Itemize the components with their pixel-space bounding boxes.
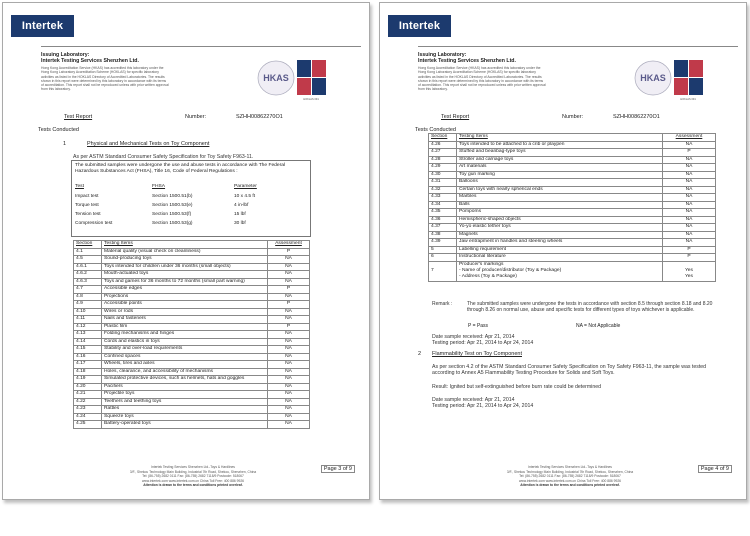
date-info [432, 334, 682, 347]
page-footer [440, 465, 700, 488]
assessment-cell: NA [663, 194, 716, 202]
section-cell: 4.9 [74, 301, 102, 309]
statement-line: of accreditation. This report shall not be reproduced unless with prior written approval [418, 82, 546, 87]
statement-line: Hong Kong Laboratory Accreditation Scheme (HOKLAS) for specific laboratory [418, 70, 536, 75]
issuing-lab-label: Issuing Laboratory: [418, 52, 467, 58]
section-cell: 4.29 [429, 164, 457, 172]
table-row [74, 271, 310, 279]
section-cell: 4.38 [429, 231, 457, 239]
intertek-logo: Intertek [11, 15, 74, 37]
section-cell: 4.20 [74, 383, 102, 391]
table-header-row [429, 134, 716, 142]
svg-text:HKAS: HKAS [263, 73, 289, 83]
item-line: Producer's markings [459, 261, 504, 267]
item-cell: Material quality (visual check on cleanliness) [102, 248, 268, 256]
table-row [429, 224, 716, 232]
assessment-line: Yes [685, 267, 693, 273]
assessment-cell: NA [268, 406, 310, 414]
item-cell: Cords and elastics in toys [102, 338, 268, 346]
item-cell: Toys and games for 36 months to 72 months (small part warning) [102, 278, 268, 286]
item-cell: Squeeze toys [102, 413, 268, 421]
table-row [429, 164, 716, 172]
hoklas-number: HOKLAS 091 [680, 98, 696, 101]
section-cell: 4.23 [74, 406, 102, 414]
issuing-lab-label: Issuing Laboratory: [41, 52, 90, 58]
fhsa-section: Section 1500.53(e) [152, 203, 193, 208]
fhsa-abuse-test-box [71, 160, 311, 237]
table-row [429, 194, 716, 202]
statement-line: Hong Kong Accreditation Service (HKAS) has accredited this laboratory under the [418, 66, 541, 71]
legend-not-applicable: NA = Not Applicable [576, 323, 621, 329]
table-row [74, 286, 310, 294]
fhsa-parameter: 4 in-lbf [234, 203, 249, 208]
item-cell: Teethers and teething toys [102, 398, 268, 406]
assessment-cell: NA [268, 316, 310, 324]
footer-attention: Attention is drawn to the terms and conditions printed overleaf. [143, 483, 243, 488]
table-row [74, 338, 310, 346]
assessment-cell: NA [663, 209, 716, 217]
item-cell: Projectile toys [102, 391, 268, 399]
statement-line: Hong Kong Accreditation Service (HKAS) has accredited this laboratory under the [41, 66, 164, 71]
table-row [74, 256, 310, 264]
item-cell: Certain toys with nearly spherical ends [457, 186, 663, 194]
assessment-cell: NA [268, 368, 310, 376]
item-cell: Instructional literature [457, 254, 663, 262]
item-cell: Accessible edges [102, 286, 268, 294]
item-cell: Wheels, tires and axles [102, 361, 268, 369]
section-cell: 4.39 [429, 239, 457, 247]
assessment-cell: P [268, 301, 310, 309]
assessment-cell: NA [663, 141, 716, 149]
table-header-row [74, 241, 310, 249]
remark-label: Remark : [432, 301, 453, 307]
header-section: Section [429, 134, 457, 142]
footer-line: Tel: (86-755) 2682 0111 Fax: (86-755) 2682 7118/9 Postcode: 518067 [519, 474, 621, 479]
number-label: Number: [562, 114, 584, 120]
flammability-result: Result: Ignited but self-extinguished before burn rate could be determined [432, 384, 601, 390]
assessment-cell: NA [663, 224, 716, 232]
item-cell: Magnets [457, 231, 663, 239]
header-rule [41, 46, 361, 47]
assessment-cell: NA [268, 383, 310, 391]
table-row [429, 201, 716, 209]
testing-period: Testing period: Apr 21, 2014 to Apr 24, 2014 [432, 403, 534, 410]
item-cell: Mouth-actuated toys [102, 271, 268, 279]
assessment-cell: P [663, 254, 716, 262]
testing-period: Testing period: Apr 21, 2014 to Apr 24, 2014 [432, 340, 534, 347]
footer-line: 3/F., Shekou Technology Main Building, Industrial 7th Road, Shekou, Shenzhen, China [506, 469, 634, 474]
header-assessment: Assessment [268, 241, 310, 249]
assessment-cell: NA [268, 376, 310, 384]
assessment-cell: NA [268, 353, 310, 361]
statement-line: shown in this report were determined by this laboratory in accordance with its terms [41, 78, 167, 83]
page-footer [63, 465, 323, 488]
assessment-cell: NA [663, 186, 716, 194]
fhsa-parameter: 15 lbf [234, 212, 246, 217]
item-cell: Hemispheric-shaped objects [457, 216, 663, 224]
item-cell: Plastic film [102, 323, 268, 331]
table-row-producer-markings [429, 261, 716, 281]
item-cell: Stroller and carriage toys [457, 156, 663, 164]
assessment-cell: NA [268, 346, 310, 354]
section-cell: 4.12 [74, 323, 102, 331]
assessment-cell: NA [268, 293, 310, 301]
item-cell: Rattles [102, 406, 268, 414]
section-cell: 4.22 [74, 398, 102, 406]
section-cell: 4.17 [74, 361, 102, 369]
report-page-4 [379, 2, 747, 500]
item-cell: Stuffed and beanbag-type toys [457, 149, 663, 157]
assessment-cell: NA [663, 216, 716, 224]
item-cell: Accessible points [102, 301, 268, 309]
item-cell: Jaw entrapment in handles and steering wheels [457, 239, 663, 247]
issuing-laboratory-block [418, 52, 618, 91]
assessment-cell: NA [268, 413, 310, 421]
header-rule [418, 46, 738, 47]
statement-line: shown in this report were determined by this laboratory in accordance with its terms [418, 78, 544, 83]
section-cell: 6 [429, 254, 457, 262]
section-cell: 4.5 [74, 256, 102, 264]
item-cell: Balls [457, 201, 663, 209]
fhsa-parameter: 10 x 4.5 ft [234, 194, 256, 199]
tests-conducted-heading: Tests Conducted [38, 127, 79, 133]
test-report-label: Test Report [64, 114, 93, 120]
report-number-row [441, 114, 732, 122]
legend-pass: P = Pass [468, 323, 489, 329]
table-row [74, 353, 310, 361]
statement-line: activities as listed in the HOKLAS Directory of Accredited Laboratories. The results [41, 74, 165, 79]
report-page-3 [2, 2, 370, 500]
accreditation-statement [418, 66, 618, 91]
table-row [74, 248, 310, 256]
assessment-cell: NA [268, 338, 310, 346]
assessment-cell: NA [663, 239, 716, 247]
section-title: Physical and Mechanical Tests on Toy Component [87, 141, 210, 147]
section-cell: 4.35 [429, 209, 457, 217]
remark-block [432, 301, 714, 313]
item-cell: Sound-producing toys [102, 256, 268, 264]
assessment-cell: NA [268, 256, 310, 264]
test-report-label: Test Report [441, 114, 470, 120]
hkas-accreditation-mark [255, 56, 330, 102]
table-row [74, 308, 310, 316]
assessment-line: Yes [685, 274, 693, 280]
section-cell: 4.6.3 [74, 278, 102, 286]
assessment-cell: P [268, 286, 310, 294]
section-cell: 4.6.2 [74, 271, 102, 279]
table-row [74, 383, 310, 391]
fhsa-test-name: Torque test [75, 203, 99, 208]
footer-line: Tel: (86-755) 2682 0111 Fax: (86-755) 2682 7118/9 Postcode: 518067 [142, 474, 244, 479]
assessment-cell: NA [268, 278, 310, 286]
table-row [429, 254, 716, 262]
item-cell: Pompoms [457, 209, 663, 217]
item-cell: Pacifiers [102, 383, 268, 391]
section-cell: 4.34 [429, 201, 457, 209]
section-cell: 4.6.1 [74, 263, 102, 271]
section-cell: 4.25 [74, 421, 102, 429]
table-row [74, 293, 310, 301]
issuing-laboratory-block [41, 52, 241, 91]
section-cell: 4.30 [429, 171, 457, 179]
section-cell: 4.21 [74, 391, 102, 399]
assessment-cell: P [663, 246, 716, 254]
item-cell: Nails and fasteners [102, 316, 268, 324]
fhsa-section: Section 1500.53(g) [152, 221, 193, 226]
header-testing-items: Testing Items [102, 241, 268, 249]
date-info [432, 397, 682, 410]
item-cell: Wires or rods [102, 308, 268, 316]
statement-line: from this laboratory. [418, 87, 448, 92]
footer-line: www.intertek.com www.intertek.com.cn China Toll Free: 400 886 9926 [518, 478, 621, 483]
assessment-cell: NA [663, 201, 716, 209]
assessment-cell: NA [268, 361, 310, 369]
item-cell: Confined spaces [102, 353, 268, 361]
section-cell: 4.28 [429, 156, 457, 164]
table-row [429, 149, 716, 157]
section-cell: 4.33 [429, 194, 457, 202]
table-row [74, 406, 310, 414]
table-row [74, 376, 310, 384]
item-cell: Projections [102, 293, 268, 301]
section-title: Flammability Test on Toy Component [432, 351, 522, 357]
item-cell: Yo-yo elastic tether toys [457, 224, 663, 232]
item-cell: Toys intended to be attached to a crib or playpen [457, 141, 663, 149]
footer-line: Intertek Testing Services Shenzhen Ltd.-Toys & Hardlines [151, 465, 235, 470]
tests-conducted-heading: Tests Conducted [415, 127, 456, 133]
assessment-cell [663, 261, 716, 281]
item-line: - Address (Toy & Package) [459, 274, 517, 280]
table-row [429, 141, 716, 149]
assessment-cell: NA [268, 398, 310, 406]
table-row [429, 231, 716, 239]
item-cell: Battery-operated toys [102, 421, 268, 429]
table-row [74, 398, 310, 406]
fhsa-test-name: Compression test [75, 221, 113, 226]
accreditation-statement [41, 66, 241, 91]
assessment-cell: NA [663, 179, 716, 187]
assessment-cell: NA [663, 156, 716, 164]
footer-line: Intertek Testing Services Shenzhen Ltd.-Toys & Hardlines [528, 465, 612, 470]
section-cell: 4.18 [74, 368, 102, 376]
item-cell: Labelling requirement [457, 246, 663, 254]
assessment-cell: NA [268, 331, 310, 339]
section-cell: 4.19 [74, 376, 102, 384]
table-row [429, 186, 716, 194]
report-number: SZHH00862270O1 [613, 114, 660, 120]
section-cell: 4.14 [74, 338, 102, 346]
section-cell: 4.37 [429, 224, 457, 232]
table-row [74, 323, 310, 331]
table-row [74, 301, 310, 309]
item-cell [457, 261, 663, 281]
fhsa-section: Section 1500.51(b) [152, 194, 193, 199]
table-row [74, 316, 310, 324]
flammability-method: As per section 4.2 of the ASTM Standard Consumer Safety Specification on Toy Safety F963-11, the sample was tested according to Annex A5 Flammability Testing Procedure for Solids and Soft Toys. [432, 364, 707, 377]
statement-line: Hong Kong Laboratory Accreditation Scheme (HOKLAS) for specific laboratory [41, 70, 159, 75]
testing-items-table [73, 240, 310, 429]
footer-line: www.intertek.com www.intertek.com.cn China Toll Free: 400 886 9926 [141, 478, 244, 483]
assessment-cell: NA [663, 164, 716, 172]
fhsa-parameter: 30 lbf [234, 221, 246, 226]
item-cell: Toy gun marking [457, 171, 663, 179]
item-cell: Marbles [457, 194, 663, 202]
section-cell: 4.13 [74, 331, 102, 339]
section-cell: 4.27 [429, 149, 457, 157]
page-number: Page 3 of 9 [321, 465, 355, 473]
section-cell: 4.8 [74, 293, 102, 301]
table-row [74, 421, 310, 429]
item-cell: Holes, clearance, and accessibility of mechanisms [102, 368, 268, 376]
col-header-test: Test [75, 184, 84, 189]
item-line: - Name of producer/distributor (Toy & Package) [459, 267, 562, 273]
date-sample-received: Date sample received: Apr 21, 2014 [432, 397, 515, 403]
table-row [429, 179, 716, 187]
assessment-cell: NA [268, 263, 310, 271]
header-section: Section [74, 241, 102, 249]
table-row [74, 278, 310, 286]
table-row [429, 216, 716, 224]
item-cell: Art materials [457, 164, 663, 172]
table-row [74, 263, 310, 271]
footer-line: 3/F., Shekou Technology Main Building, Industrial 7th Road, Shekou, Shenzhen, China [129, 469, 257, 474]
section-cell: 7 [429, 261, 457, 281]
table-row [74, 361, 310, 369]
fhsa-section: Section 1500.53(f) [152, 212, 192, 217]
intertek-logo: Intertek [388, 15, 451, 37]
section-cell: 4.26 [429, 141, 457, 149]
item-cell: Stability and over-load requirements [102, 346, 268, 354]
table-row [429, 239, 716, 247]
section-cell: 4.10 [74, 308, 102, 316]
number-label: Number: [185, 114, 207, 120]
section-number: 1 [63, 141, 67, 147]
assessment-cell: P [268, 248, 310, 256]
section-cell: 4.32 [429, 186, 457, 194]
item-cell: Toys intended for children under 36 months (small objects) [102, 263, 268, 271]
assessment-cell: NA [663, 231, 716, 239]
assessment-cell: NA [268, 391, 310, 399]
item-cell: Balloons [457, 179, 663, 187]
section-cell: 4.31 [429, 179, 457, 187]
report-number-row [64, 114, 355, 122]
table-row [429, 171, 716, 179]
header-assessment: Assessment [663, 134, 716, 142]
date-sample-received: Date sample received: Apr 21, 2014 [432, 334, 515, 340]
hkas-accreditation-mark [632, 56, 707, 102]
table-row [74, 346, 310, 354]
section-number: 2 [418, 351, 422, 357]
testing-items-table [428, 133, 716, 282]
item-cell: Simulated protective devices, such as helmets, hats and goggles [102, 376, 268, 384]
table-row [74, 331, 310, 339]
section-cell: 4.36 [429, 216, 457, 224]
hoklas-number: HOKLAS 091 [303, 98, 319, 101]
assessment-cell: NA [268, 308, 310, 316]
issuing-lab-name: Intertek Testing Services Shenzhen Ltd. [418, 58, 516, 65]
fhsa-statement: The submitted samples were undergone the use and abuse tests in accordance with The Federal Hazardous Substances Act (FHSA), Title 16, Code of Federal Regulations : [75, 163, 286, 174]
section-cell: 4.15 [74, 346, 102, 354]
astm-intro: As per ASTM Standard Consumer Safety Specification for Toy Safety F963-11. [73, 154, 254, 160]
assessment-cell: P [268, 323, 310, 331]
page-number: Page 4 of 9 [698, 465, 732, 473]
section-cell: 4.11 [74, 316, 102, 324]
assessment-cell: NA [663, 171, 716, 179]
table-row [429, 246, 716, 254]
header-testing-items: Testing Items [457, 134, 663, 142]
col-header-parameter: Parameter [234, 184, 257, 189]
assessment-cell: NA [268, 271, 310, 279]
remark-text: The submitted samples were undergone the tests in accordance with section 8.5 through section 8.18 and 8.20 through 8.26 on normal use, abuse and specific tests for different types of toys whichever is applicable. [467, 301, 713, 314]
statement-line: from this laboratory. [41, 87, 71, 92]
issuing-lab-name: Intertek Testing Services Shenzhen Ltd. [41, 58, 139, 65]
section-cell: 5 [429, 246, 457, 254]
fhsa-test-name: Tension test [75, 212, 101, 217]
section-cell: 4.24 [74, 413, 102, 421]
fhsa-test-name: Impact test [75, 194, 99, 199]
statement-line: of accreditation. This report shall not be reproduced unless with prior written approval [41, 82, 169, 87]
report-number: SZHH00862270O1 [236, 114, 283, 120]
table-row [74, 368, 310, 376]
footer-attention: Attention is drawn to the terms and conditions printed overleaf. [520, 483, 620, 488]
col-header-fhsa: FHSA [152, 184, 166, 189]
section-cell: 4.16 [74, 353, 102, 361]
table-row [429, 209, 716, 217]
table-row [74, 391, 310, 399]
table-row [429, 156, 716, 164]
section-cell: 4.1 [74, 248, 102, 256]
assessment-cell: P [663, 149, 716, 157]
assessment-cell: NA [268, 421, 310, 429]
item-cell: Folding mechanisms and hinges [102, 331, 268, 339]
table-row [74, 413, 310, 421]
statement-line: activities as listed in the HOKLAS Directory of Accredited Laboratories. The results [418, 74, 542, 79]
section-cell: 4.7 [74, 286, 102, 294]
svg-text:HKAS: HKAS [640, 73, 666, 83]
